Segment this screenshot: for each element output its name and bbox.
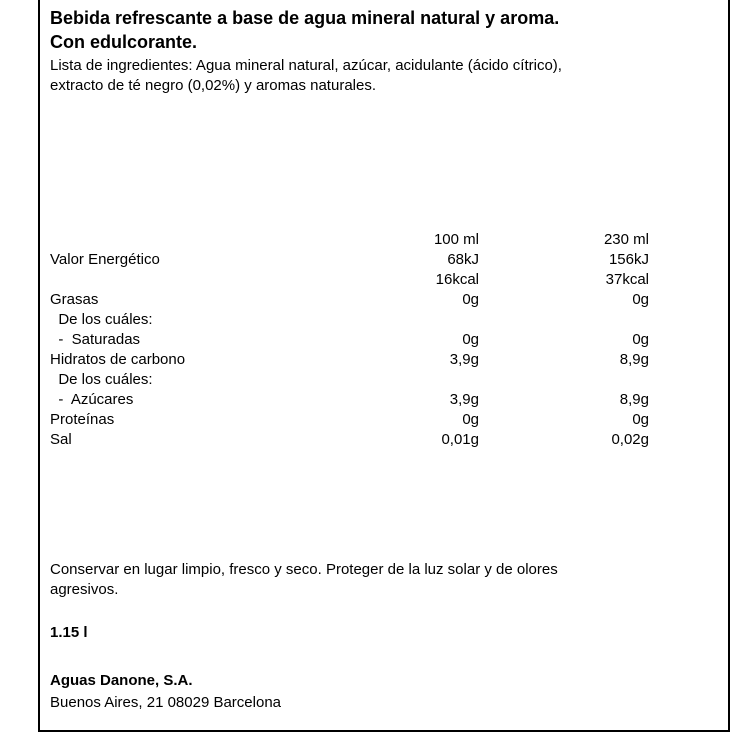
net-volume: 1.15 l xyxy=(50,624,88,641)
nutrition-row-col2: 156kJ xyxy=(608,251,649,268)
nutrition-row-col2: 0g xyxy=(632,291,649,308)
ingredients-line-1: Lista de ingredientes: Agua mineral natural, azúcar, acidulante (ácido cítrico), xyxy=(50,57,562,74)
storage-line-1: Conservar en lugar limpio, fresco y seco. Proteger de la luz solar y de olores xyxy=(50,561,558,578)
ingredients-list xyxy=(50,56,690,96)
nutrition-row-col2: 37kcal xyxy=(605,271,649,288)
company-name: Aguas Danone, S.A. xyxy=(50,672,193,689)
nutrition-row-label: - Saturadas xyxy=(50,331,141,348)
nutrition-row-col1: 3,9g xyxy=(449,351,479,368)
product-title-line-1: Bebida refrescante a base de agua mineral natural y aroma. xyxy=(50,8,560,28)
nutrition-row-label: De los cuáles: xyxy=(50,311,153,328)
nutrition-row-label: Proteínas xyxy=(50,411,115,428)
nutrition-row-col2: 8,9g xyxy=(619,351,649,368)
nutrition-row-col2: 0g xyxy=(632,411,649,428)
nutrition-header-col2: 230 ml xyxy=(603,231,649,248)
nutrition-row-col1: 0g xyxy=(462,331,479,348)
nutrition-row-label: Hidratos de carbono xyxy=(50,351,186,368)
nutrition-row-label: Sal xyxy=(50,431,72,448)
product-title-line-2: Con edulcorante. xyxy=(50,32,198,52)
product-title xyxy=(50,6,720,54)
nutrition-row-label: Grasas xyxy=(50,291,99,308)
ingredients-line-2: extracto de té negro (0,02%) y aromas naturales. xyxy=(50,77,377,94)
nutrition-row-col1: 0,01g xyxy=(441,431,479,448)
storage-line-2: agresivos. xyxy=(50,581,119,598)
nutrition-row-col2: 0,02g xyxy=(611,431,649,448)
nutrition-row-col1: 3,9g xyxy=(449,391,479,408)
nutrition-row-col1: 16kcal xyxy=(435,271,479,288)
nutrition-row-label: - Azúcares xyxy=(50,391,134,408)
nutrition-row-col1: 68kJ xyxy=(447,251,479,268)
company-address: Buenos Aires, 21 08029 Barcelona xyxy=(50,694,281,711)
storage-instructions xyxy=(50,560,690,600)
nutrition-row-col2: 8,9g xyxy=(619,391,649,408)
nutrition-header-col1: 100 ml xyxy=(433,231,479,248)
nutrition-row-label: Valor Energético xyxy=(50,251,160,268)
nutrition-row-col1: 0g xyxy=(462,411,479,428)
nutrition-row-col2: 0g xyxy=(632,331,649,348)
nutrition-row-label: De los cuáles: xyxy=(50,371,153,388)
nutrition-row-col1: 0g xyxy=(462,291,479,308)
